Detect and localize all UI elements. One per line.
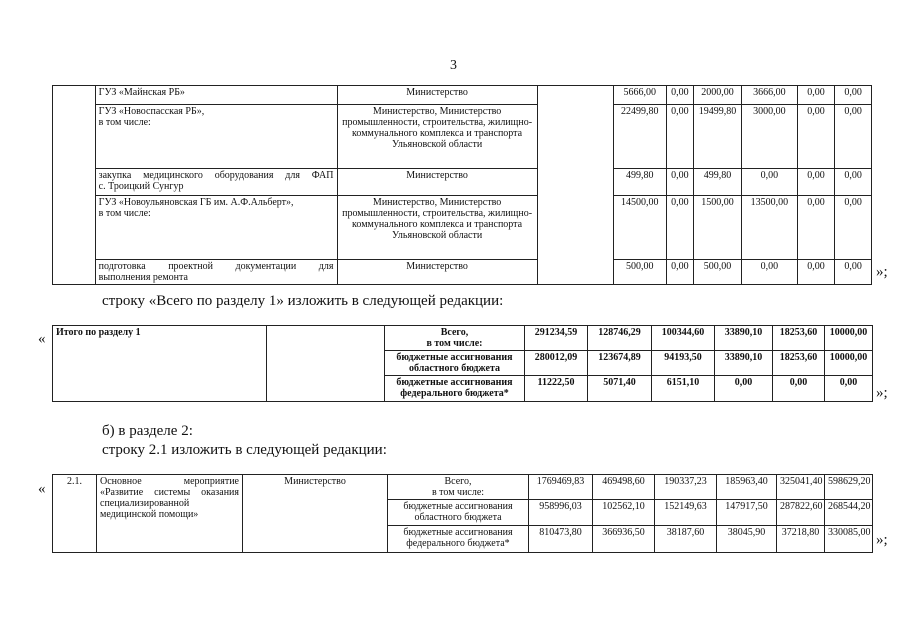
value-cell: 0,00 bbox=[797, 105, 835, 169]
section-total-title: Итого по разделу 1 bbox=[53, 326, 267, 402]
row-label: Всего, в том числе: bbox=[385, 326, 525, 351]
value-cell: 0,00 bbox=[835, 105, 872, 169]
row-label: бюджетные ассигнования областного бюджета bbox=[388, 500, 529, 526]
value-cell: 10000,00 bbox=[825, 351, 873, 376]
table-row bbox=[53, 475, 873, 500]
value-cell: 2000,00 bbox=[694, 86, 742, 105]
value-cell: 37218,80 bbox=[777, 526, 825, 553]
table-row bbox=[53, 326, 873, 351]
opening-quote: « bbox=[38, 331, 46, 347]
value-cell: 500,00 bbox=[694, 260, 742, 285]
blank-cell bbox=[53, 86, 96, 285]
value-cell: 33890,10 bbox=[715, 351, 773, 376]
value-cell: 499,80 bbox=[694, 169, 742, 196]
value-cell: 810473,80 bbox=[529, 526, 593, 553]
value-cell: 5666,00 bbox=[613, 86, 666, 105]
row-name: закупка медицинского оборудования для ФАП с. Троицкий Сунгур bbox=[95, 169, 337, 196]
value-cell: 38187,60 bbox=[655, 526, 717, 553]
value-cell: 598629,20 bbox=[825, 475, 873, 500]
value-cell: 13500,00 bbox=[741, 196, 797, 260]
instruction-text: строку «Всего по разделу 1» изложить в следующей редакции: bbox=[102, 293, 504, 309]
value-cell: 147917,50 bbox=[717, 500, 777, 526]
row-executor: Министерство bbox=[337, 260, 537, 285]
value-cell: 100344,60 bbox=[652, 326, 715, 351]
row-name: ГУЗ «Майнская РБ» bbox=[95, 86, 337, 105]
value-cell: 366936,50 bbox=[593, 526, 655, 553]
value-cell: 469498,60 bbox=[593, 475, 655, 500]
value-cell: 1500,00 bbox=[694, 196, 742, 260]
value-cell: 0,00 bbox=[825, 376, 873, 402]
instruction-text: строку 2.1 изложить в следующей редакции: bbox=[102, 442, 387, 458]
row-executor: Министерство bbox=[337, 169, 537, 196]
row-executor: Министерство, Министерство промышленности, строительства, жилищно-коммунального комплекса и транспорта Ульяновской области bbox=[337, 196, 537, 260]
value-cell: 10000,00 bbox=[825, 326, 873, 351]
value-cell: 499,80 bbox=[613, 169, 666, 196]
value-cell: 0,00 bbox=[715, 376, 773, 402]
value-cell: 0,00 bbox=[666, 105, 693, 169]
value-cell: 14500,00 bbox=[613, 196, 666, 260]
value-cell: 0,00 bbox=[666, 169, 693, 196]
row-executor: Министерство, Министерство промышленности, строительства, жилищно-коммунального комплекса и транспорта Ульяновской области bbox=[337, 105, 537, 169]
row-label: бюджетные ассигнования федерального бюджета* bbox=[388, 526, 529, 553]
table-row bbox=[53, 169, 872, 196]
value-cell: 102562,10 bbox=[593, 500, 655, 526]
value-cell: 500,00 bbox=[613, 260, 666, 285]
value-cell: 0,00 bbox=[773, 376, 825, 402]
value-cell: 330085,00 bbox=[825, 526, 873, 553]
value-cell: 128746,29 bbox=[588, 326, 652, 351]
value-cell: 0,00 bbox=[835, 86, 872, 105]
value-cell: 0,00 bbox=[797, 86, 835, 105]
value-cell: 958996,03 bbox=[529, 500, 593, 526]
table-section1-total bbox=[52, 325, 873, 402]
closing-quote: »; bbox=[876, 532, 888, 548]
value-cell: 19499,80 bbox=[694, 105, 742, 169]
value-cell: 0,00 bbox=[797, 169, 835, 196]
value-cell: 5071,40 bbox=[588, 376, 652, 402]
value-cell: 0,00 bbox=[741, 169, 797, 196]
table-row bbox=[53, 196, 872, 260]
value-cell: 268544,20 bbox=[825, 500, 873, 526]
table-row bbox=[53, 86, 872, 105]
row-label: бюджетные ассигнования федерального бюджета* bbox=[385, 376, 525, 402]
blank-cell bbox=[537, 86, 613, 285]
activity-name: Основное мероприятие «Развитие системы оказания специализированной медицинской помощи» bbox=[97, 475, 243, 553]
value-cell: 291234,59 bbox=[525, 326, 588, 351]
value-cell: 123674,89 bbox=[588, 351, 652, 376]
table-row bbox=[53, 105, 872, 169]
value-cell: 0,00 bbox=[666, 86, 693, 105]
value-cell: 3000,00 bbox=[741, 105, 797, 169]
closing-quote: »; bbox=[876, 264, 888, 280]
value-cell: 22499,80 bbox=[613, 105, 666, 169]
value-cell: 0,00 bbox=[835, 196, 872, 260]
value-cell: 190337,23 bbox=[655, 475, 717, 500]
row-name: подготовка проектной документации для выполнения ремонта bbox=[95, 260, 337, 285]
value-cell: 325041,40 bbox=[777, 475, 825, 500]
row-label: Всего, в том числе: bbox=[388, 475, 529, 500]
value-cell: 18253,60 bbox=[773, 326, 825, 351]
value-cell: 0,00 bbox=[797, 196, 835, 260]
blank-cell bbox=[267, 326, 385, 402]
row-label: бюджетные ассигнования областного бюджета bbox=[385, 351, 525, 376]
value-cell: 33890,10 bbox=[715, 326, 773, 351]
row-executor: Министерство bbox=[337, 86, 537, 105]
value-cell: 3666,00 bbox=[741, 86, 797, 105]
section-heading-text: б) в разделе 2: bbox=[102, 423, 193, 439]
value-cell: 94193,50 bbox=[652, 351, 715, 376]
value-cell: 6151,10 bbox=[652, 376, 715, 402]
value-cell: 0,00 bbox=[835, 169, 872, 196]
value-cell: 0,00 bbox=[835, 260, 872, 285]
value-cell: 18253,60 bbox=[773, 351, 825, 376]
value-cell: 0,00 bbox=[741, 260, 797, 285]
row-number: 2.1. bbox=[53, 475, 97, 553]
row-executor: Министерство bbox=[243, 475, 388, 553]
value-cell: 0,00 bbox=[797, 260, 835, 285]
opening-quote: « bbox=[38, 481, 46, 497]
value-cell: 1769469,83 bbox=[529, 475, 593, 500]
value-cell: 185963,40 bbox=[717, 475, 777, 500]
value-cell: 11222,50 bbox=[525, 376, 588, 402]
table-section1-institutions bbox=[52, 85, 872, 285]
value-cell: 0,00 bbox=[666, 260, 693, 285]
row-name: ГУЗ «Новоульяновская ГБ им. А.Ф.Альберт», в том числе: bbox=[95, 196, 337, 260]
closing-quote: »; bbox=[876, 385, 888, 401]
value-cell: 280012,09 bbox=[525, 351, 588, 376]
value-cell: 0,00 bbox=[666, 196, 693, 260]
value-cell: 287822,60 bbox=[777, 500, 825, 526]
page-number: 3 bbox=[450, 58, 457, 73]
value-cell: 152149,63 bbox=[655, 500, 717, 526]
table-row bbox=[53, 260, 872, 285]
value-cell: 38045,90 bbox=[717, 526, 777, 553]
row-name: ГУЗ «Новоспасская РБ», в том числе: bbox=[95, 105, 337, 169]
table-row-2-1 bbox=[52, 474, 873, 553]
